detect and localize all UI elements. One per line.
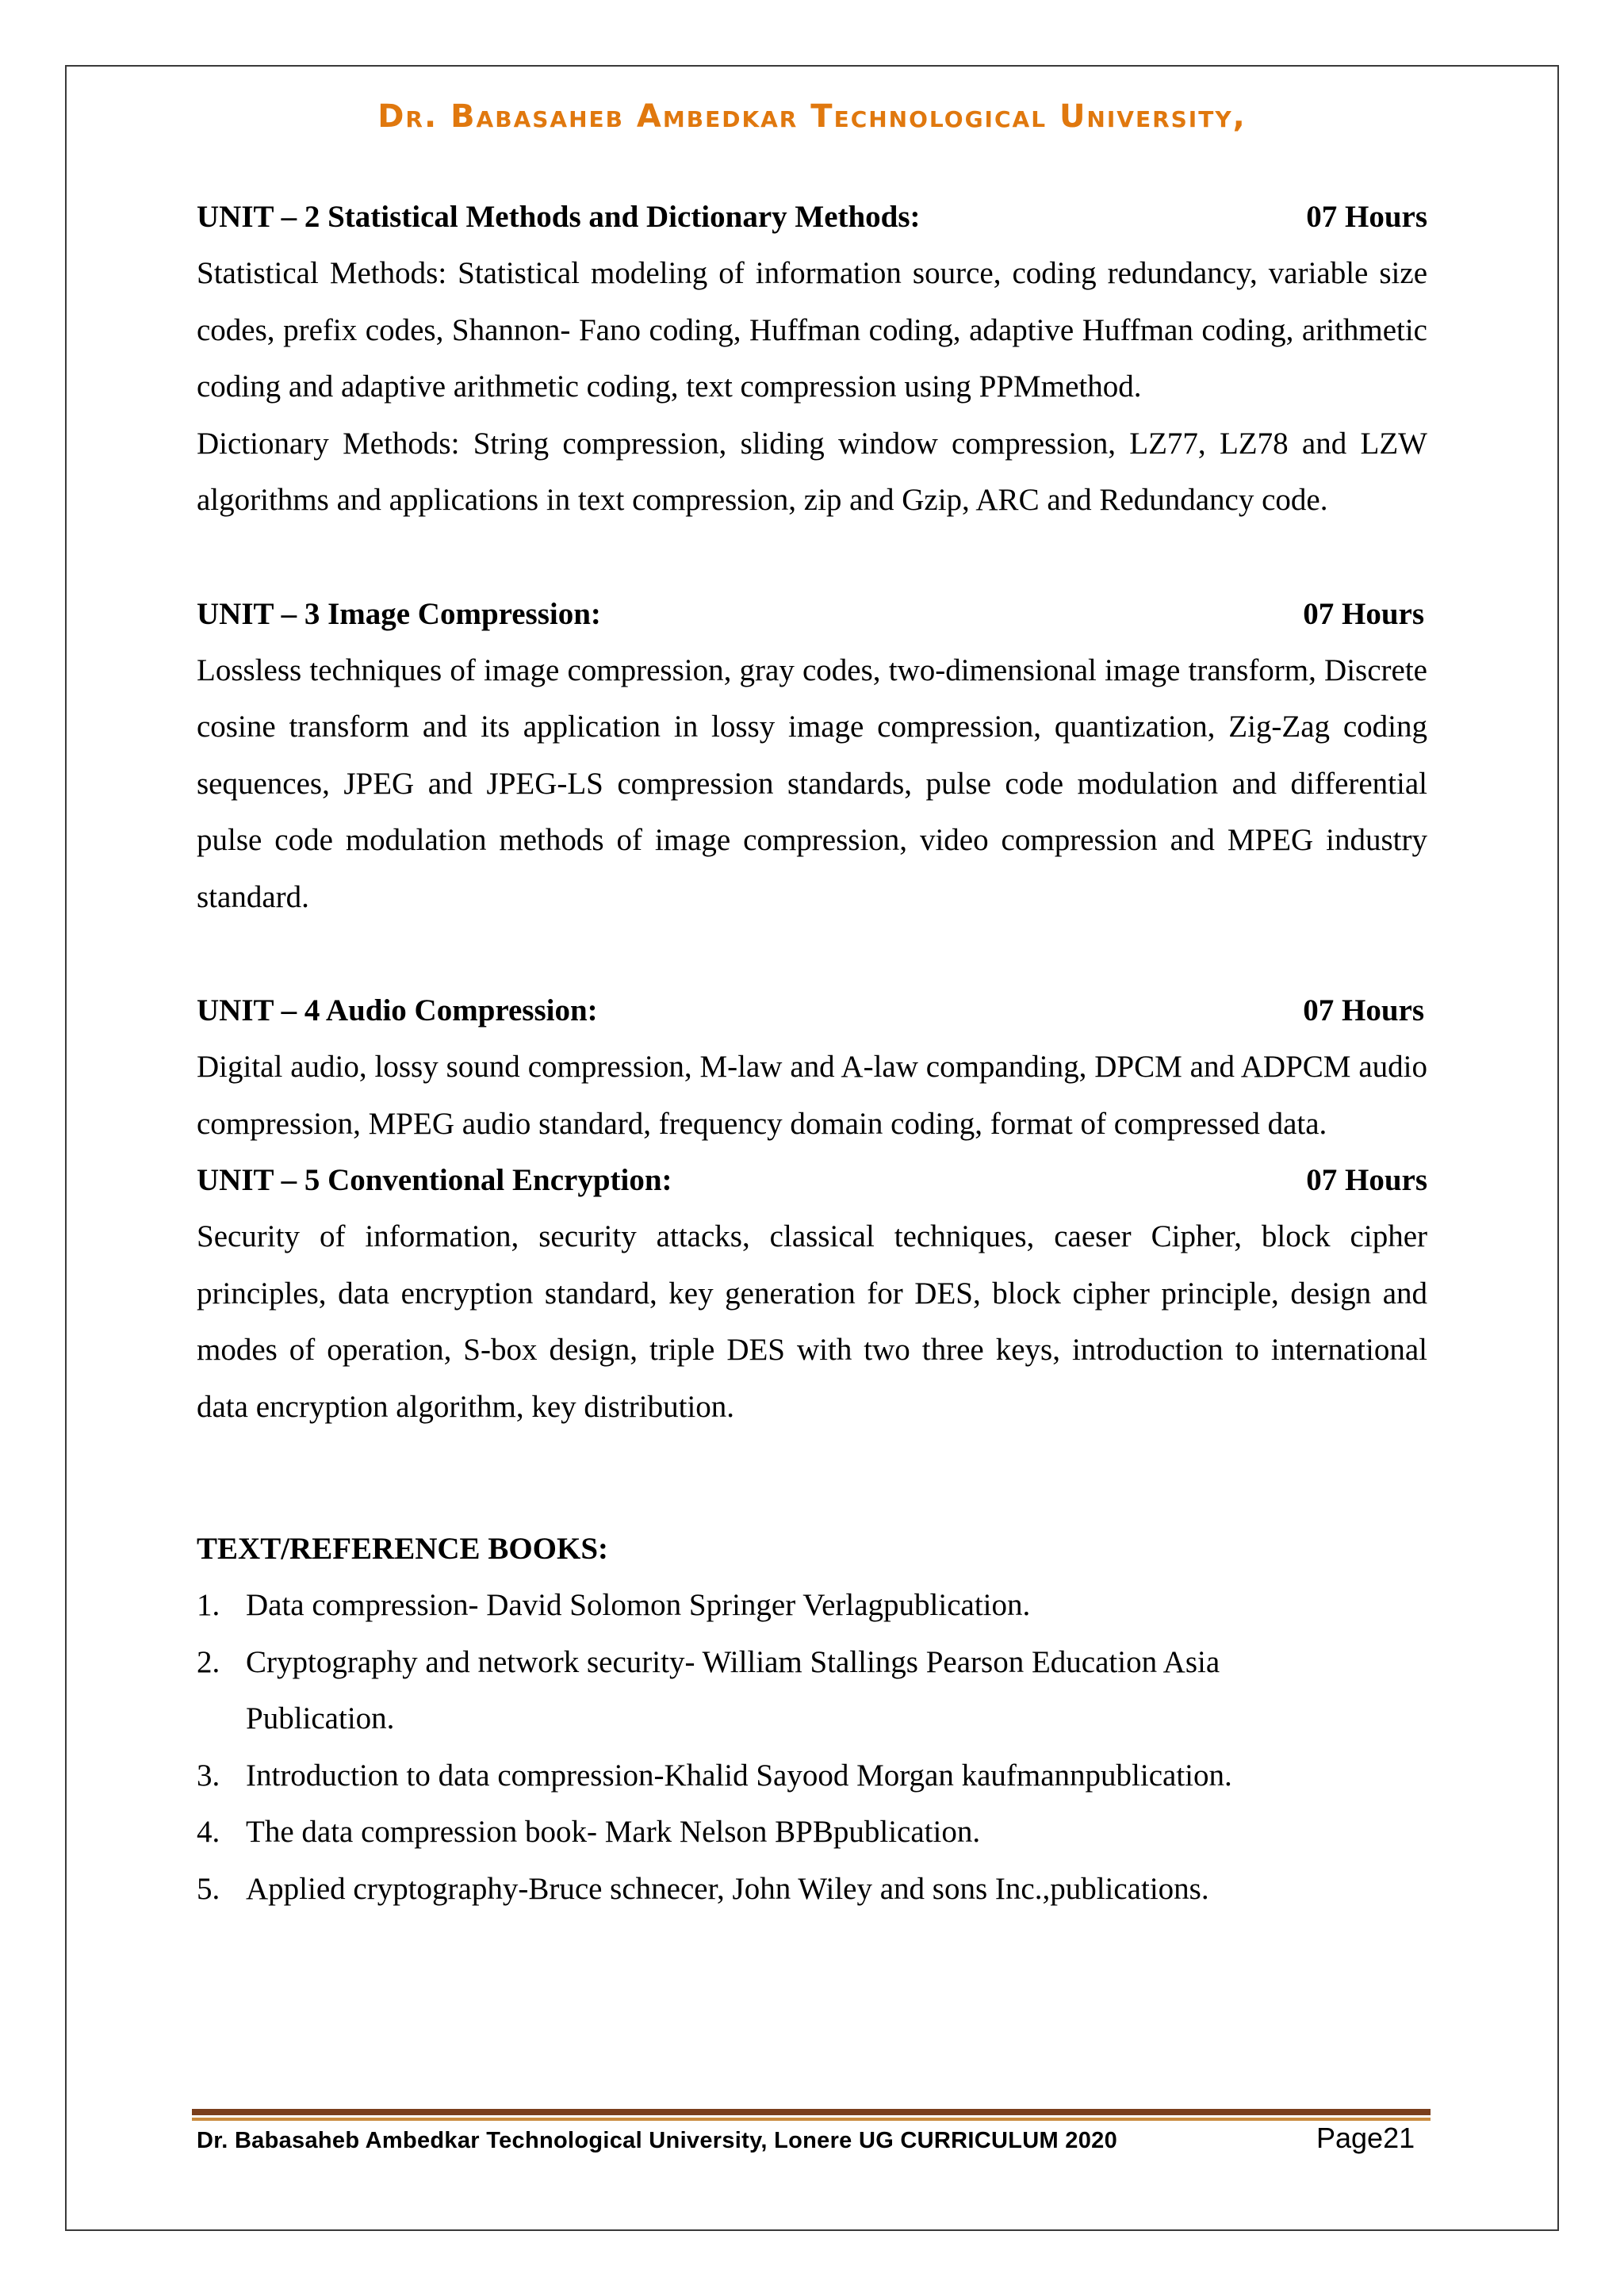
list-number: 2. (197, 1644, 220, 1679)
unit-4-section (197, 982, 1427, 1152)
reference-books-section (197, 1521, 1427, 1917)
unit-hours: 07 Hours (1303, 596, 1424, 631)
unit-paragraph: Dictionary Methods: String compression, sliding window compression, LZ77, LZ78 and LZW algorithms and applications in text compression, zip and Gzip, ARC and Redundancy code. (197, 426, 1427, 517)
footer-divider (192, 2109, 1431, 2121)
unit-paragraph: Security of information, security attacks, classical techniques, caeser Cipher, block cipher principles, data encryption standard, key generation for DES, block cipher principle, design and modes of operation, S-box design, triple DES with two three keys, introduction to international data encryption algorithm, key distribution. (197, 1219, 1427, 1424)
list-text: Applied cryptography-Bruce schnecer, John Wiley and sons Inc.,publications. (246, 1871, 1209, 1906)
unit-heading (197, 189, 1427, 245)
list-item (197, 1861, 1427, 1918)
unit-hours: 07 Hours (1303, 993, 1424, 1027)
unit-2-section (197, 189, 1427, 529)
unit-heading (197, 1152, 1427, 1208)
list-text: Data compression- David Solomon Springer Verlagpublication. (246, 1588, 1031, 1622)
list-item (197, 1804, 1427, 1861)
unit-title: UNIT – 5 Conventional Encryption: (197, 1163, 672, 1197)
unit-hours: 07 Hours (1306, 1163, 1427, 1197)
unit-paragraph: Lossless techniques of image compression, gray codes, two-dimensional image transform, Discrete cosine transform and its application in lossy image compression, quantization, Zig-Zag coding sequences, JPEG and JPEG-LS compression standards, pulse code modulation and differential pulse code modulation methods of image compression, video compression and MPEG industry standard. (197, 652, 1427, 914)
books-heading: TEXT/REFERENCE BOOKS: (197, 1532, 609, 1566)
list-item (197, 1577, 1427, 1634)
list-item (197, 1747, 1427, 1804)
list-number: 3. (197, 1758, 220, 1793)
unit-title: UNIT – 4 Audio Compression: (197, 993, 598, 1027)
list-text: The data compression book- Mark Nelson BPBpublication. (246, 1815, 981, 1849)
unit-heading (197, 586, 1427, 642)
unit-title: UNIT – 3 Image Compression: (197, 596, 601, 631)
list-number: 4. (197, 1815, 220, 1849)
unit-heading (197, 982, 1427, 1039)
unit-paragraph: Digital audio, lossy sound compression, M-law and A-law companding, DPCM and ADPCM audio compression, MPEG audio standard, frequency domain coding, format of compressed data. (197, 1050, 1427, 1141)
list-text: Cryptography and network security- William Stallings Pearson Education Asia Publication. (246, 1644, 1220, 1735)
list-item (197, 1634, 1427, 1747)
unit-3-section (197, 586, 1427, 926)
list-text: Introduction to data compression-Khalid Sayood Morgan kaufmannpublication. (246, 1758, 1232, 1793)
page-number: Page21 (1316, 2122, 1415, 2154)
books-list (197, 1577, 1427, 1917)
unit-title: UNIT – 2 Statistical Methods and Dictionary Methods: (197, 200, 921, 234)
document-body (197, 189, 1427, 1917)
university-header: Dr. Babasaheb Ambedkar Technological University, (377, 98, 1247, 135)
unit-hours: 07 Hours (1306, 200, 1427, 234)
list-number: 1. (197, 1588, 220, 1622)
list-number: 5. (197, 1871, 220, 1906)
unit-paragraph: Statistical Methods: Statistical modeling of information source, coding redundancy, variable size codes, prefix codes, Shannon- Fano coding, Huffman coding, adaptive Huffman coding, arithmetic coding and adaptive arithmetic coding, text compression using PPMmethod. (197, 256, 1427, 404)
footer-caption: Dr. Babasaheb Ambedkar Technological University, Lonere UG CURRICULUM 2020 (197, 2128, 1118, 2153)
unit-5-section (197, 1152, 1427, 1435)
